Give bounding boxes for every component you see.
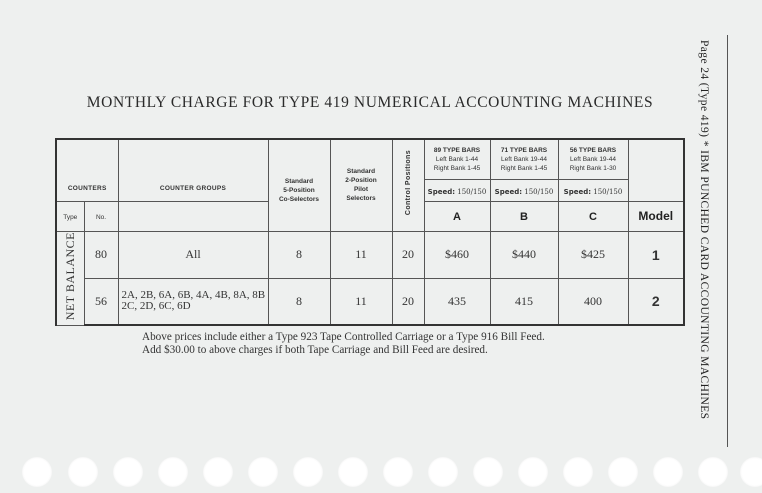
binder-holes — [0, 455, 762, 491]
no-header: No. — [84, 201, 118, 231]
counter-groups-header: COUNTER GROUPS — [118, 139, 268, 201]
model-header-blank — [628, 139, 684, 201]
row-price-c: 400 — [558, 278, 628, 325]
type-cell: NET BALANCE — [56, 231, 84, 325]
row-price-c: $425 — [558, 231, 628, 278]
row-model: 2 — [628, 278, 684, 325]
col-b-speed: Speed: 150/150 — [490, 179, 558, 201]
binder-hole — [68, 457, 98, 487]
row-no: 56 — [84, 278, 118, 325]
row-control: 20 — [392, 278, 424, 325]
binder-hole — [698, 457, 728, 487]
row-std2: 11 — [330, 231, 392, 278]
binder-hole — [563, 457, 593, 487]
binder-hole — [248, 457, 278, 487]
row-std2: 11 — [330, 278, 392, 325]
binder-hole — [158, 457, 188, 487]
model-header: Model — [628, 201, 684, 231]
col-c-header: 56 TYPE BARS Left Bank 19-44 Right Bank 1-30 — [558, 139, 628, 179]
row-std5: 8 — [268, 278, 330, 325]
letter-c: C — [558, 201, 628, 231]
row-price-a: 435 — [424, 278, 490, 325]
table-row — [56, 231, 684, 278]
row-no: 80 — [84, 231, 118, 278]
row-model: 1 — [628, 231, 684, 278]
side-divider — [727, 35, 728, 447]
binder-hole — [518, 457, 548, 487]
binder-hole — [428, 457, 458, 487]
col-a-speed: Speed: 150/150 — [424, 179, 490, 201]
letter-a: A — [424, 201, 490, 231]
std2-header: Standard 2-Position Pilot Selectors — [330, 139, 392, 231]
binder-hole — [203, 457, 233, 487]
row-control: 20 — [392, 231, 424, 278]
binder-hole — [653, 457, 683, 487]
col-c-speed: Speed: 150/150 — [558, 179, 628, 201]
binder-hole — [608, 457, 638, 487]
table-row — [56, 278, 684, 325]
footnote-line: Add $30.00 to above charges if both Tape Carriage and Bill Feed are desired. — [142, 344, 488, 356]
side-label: Page 24 (Type 419) * IBM PUNCHED CARD ACCOUNTING MACHINES — [698, 40, 710, 420]
binder-hole — [113, 457, 143, 487]
page-title: MONTHLY CHARGE FOR TYPE 419 NUMERICAL ACCOUNTING MACHINES — [86, 94, 654, 111]
control-positions-header: Control Positions — [392, 139, 424, 231]
col-a-header: 89 TYPE BARS Left Bank 1-44 Right Bank 1-45 — [424, 139, 490, 179]
binder-hole — [740, 457, 762, 487]
binder-hole — [338, 457, 368, 487]
binder-hole — [383, 457, 413, 487]
footnote — [142, 331, 622, 357]
letter-b: B — [490, 201, 558, 231]
footnote-line: Above prices include either a Type 923 Tape Controlled Carriage or a Type 916 Bill Feed. — [142, 331, 545, 343]
row-groups: 2A, 2B, 6A, 6B, 4A, 4B, 8A, 8B 2C, 2D, 6C, 6D — [118, 278, 268, 325]
row-price-b: 415 — [490, 278, 558, 325]
binder-hole — [293, 457, 323, 487]
charge-table — [55, 138, 685, 326]
counter-groups-sub-blank — [118, 201, 268, 231]
row-price-b: $440 — [490, 231, 558, 278]
side-margin — [698, 40, 720, 440]
col-b-header: 71 TYPE BARS Left Bank 19-44 Right Bank 1-45 — [490, 139, 558, 179]
binder-hole — [22, 457, 52, 487]
counters-header: COUNTERS — [56, 139, 118, 201]
row-std5: 8 — [268, 231, 330, 278]
row-price-a: $460 — [424, 231, 490, 278]
row-groups: All — [118, 231, 268, 278]
type-header: Type — [56, 201, 84, 231]
binder-hole — [473, 457, 503, 487]
std5-header: Standard 5-Position Co-Selectors — [268, 139, 330, 231]
